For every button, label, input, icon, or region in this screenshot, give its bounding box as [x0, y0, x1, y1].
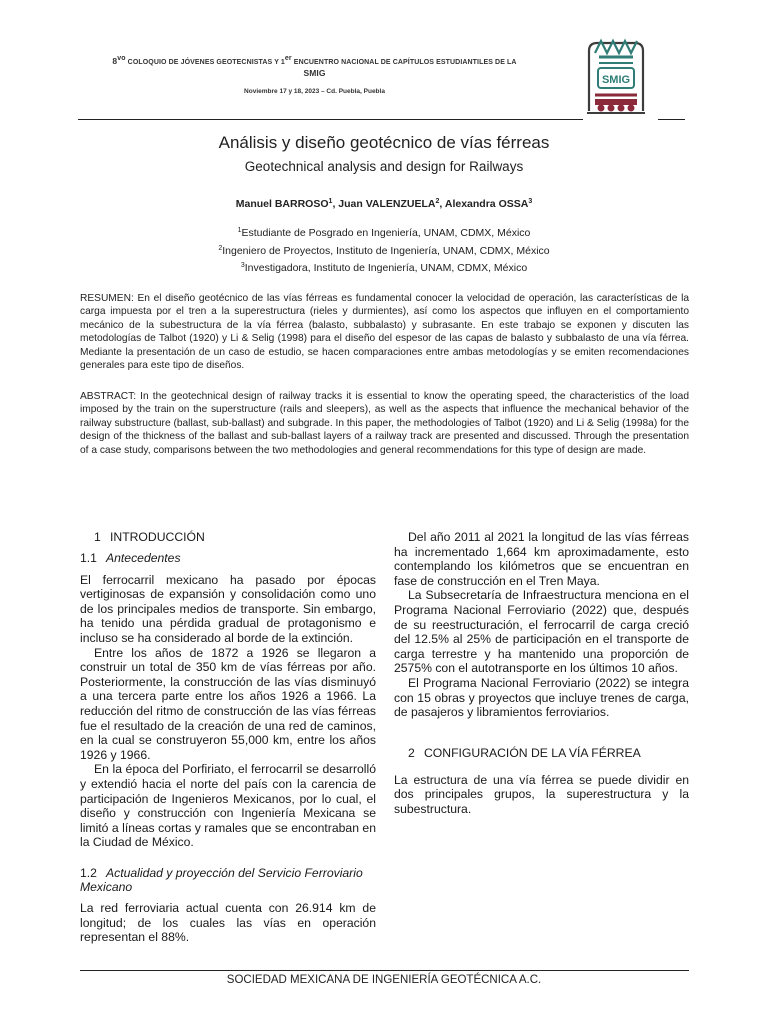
abstract-paragraph: ABSTRACT: In the geotechnical design of railway tracks it is essential to know the operating speed, the characteristics of the load imposed by the train on the superstructure (rails and sleepers), as well as the aspects that influence the mechanical behavior of the railway substructure (ballast, sub-ballast) and subgrade. In this paper, the methodologies of Talbot (1920) and Li & Selig (1998a) for the design of the thickness of the ballast and sub-ballast layers of a railway track are presented and discussed. Through the presentation of a case study, comparisons between the two methodologies and general recommendations for this type of design are made. — [80, 391, 689, 456]
affiliation-text: Estudiante de Posgrado en Ingeniería, UNAM, CDMX, México — [241, 227, 531, 239]
paper-subtitle: Geotechnical analysis and design for Railways — [244, 159, 524, 174]
author-name: Alexandra OSSA — [444, 198, 529, 210]
footer-rule — [80, 970, 689, 971]
affiliation-3 — [0, 262, 768, 274]
body-paragraph: En la época del Porfiriato, el ferrocarril se desarrolló y extendió hacia el norte del país con la carencia de participación de Ingenieros Mexicanos, por lo cual, el diseño y construcción con Ingeniería Mexicana se limitó a líneas cortas y ramales que se encontraban en la Ciudad de México. — [80, 762, 376, 850]
author-3 — [445, 198, 532, 210]
body-paragraph: La estructura de una vía férrea se puede dividir en dos principales grupos, la superestructura y la subestructura. — [394, 772, 689, 816]
subsection-heading-1-2 — [80, 866, 376, 895]
body-paragraph: El Programa Nacional Ferroviario (2022) se integra con 15 obras y proyectos que incluye trenes de carga, de pasajeros y libramientos ferroviarios. — [394, 675, 689, 720]
paper-title: Análisis y diseño geotécnico de vías férreas — [218, 133, 550, 152]
conference-lead-sup: vo — [117, 55, 126, 62]
section-title: CONFIGURACIÓN DE LA VÍA FÉRREA — [424, 745, 641, 760]
right-column — [394, 530, 689, 817]
body-paragraph: Del año 2011 al 2021 la longitud de las vías férreas ha incrementado 1,664 km aproximadamente, esto contemplando los kilómetros que se encuentran en fase de construcción en el Tren Maya. — [394, 530, 689, 588]
section-number: 1 — [94, 530, 101, 544]
section-title: INTRODUCCIÓN — [110, 530, 205, 544]
footer-society: SOCIEDAD MEXICANA DE INGENIERÍA GEOTÉCNICA A.C. — [226, 974, 542, 986]
header-rule — [78, 119, 583, 120]
section-number: 2 — [408, 745, 415, 760]
body-paragraph: La Subsecretaría de Infraestructura menciona en el Programa Nacional Ferroviario (2022) que, después de su reestructuración, el ferrocarril de carga creció del 12.5% al 25% de participación en el transporte de carga terrestre y ha mantenido una proporción de 2575% con el autotransporte en los últimos 10 años. — [394, 588, 689, 676]
conference-part-c: SMIG — [303, 68, 326, 78]
affiliation-text: Ingeniero de Proyectos, Instituto de Ingeniería, UNAM, CDMX, México — [222, 245, 550, 257]
section-heading-1 — [94, 530, 376, 545]
resumen-paragraph: RESUMEN: En el diseño geotécnico de las vías férreas es fundamental conocer la velocidad de operación, las características de la carga impuesta por el tren a la superestructura (rieles y durmientes), así como los aspectos que influyen en el comportamiento mecánico de la subestructura de la vía férrea (balasto, subbalasto) y subrasante. En este trabajo se exponen y discuten las metodologías de Talbot (1920) y Li & Selig (1998) para el diseño del espesor de las capas de balasto y subbalasto de una vía férrea. Mediante la presentación de un caso de estudio, se hacen comparaciones entre ambas metodologías y se emiten recomendaciones generales para este tipo de diseños. — [80, 293, 689, 372]
author-1 — [236, 198, 339, 210]
author-sep: , — [332, 198, 339, 210]
conference-part-a-sup: er — [284, 55, 292, 62]
subsection-title: Antecedentes — [106, 551, 181, 565]
affiliation-1 — [0, 227, 768, 239]
affiliation-text: Investigadora, Instituto de Ingeniería, UNAM, CDMX, México — [244, 262, 528, 274]
affiliation-mark: 2 — [218, 245, 223, 252]
conference-part-a: COLOQUIO DE JÓVENES GEOTECNISTAS Y 1 — [125, 59, 285, 66]
subsection-title: Actualidad y proyección del Servicio Ferroviario Mexicano — [80, 865, 363, 895]
author-sep: , — [439, 198, 445, 210]
conference-title — [82, 56, 547, 79]
affiliation-mark: 1 — [237, 227, 242, 234]
author-list — [0, 198, 768, 210]
section-heading-2 — [408, 746, 689, 761]
smig-logo — [587, 33, 645, 115]
body-paragraph: La red ferroviaria actual cuenta con 26.914 km de longitud; de los cuales las vías en operación representan el 88%. — [80, 901, 376, 945]
subsection-heading-1-1 — [80, 551, 376, 566]
affiliation-2 — [0, 245, 768, 257]
author-mark: 2 — [435, 198, 440, 205]
subsection-number: 1.1 — [80, 551, 97, 565]
header-rule-right — [658, 119, 685, 120]
conference-date: Noviembre 17 y 18, 2023 – Cd. Puebla, Puebla — [244, 88, 385, 95]
author-mark: 3 — [528, 198, 533, 205]
author-2 — [338, 198, 445, 210]
affiliation-mark: 3 — [240, 262, 245, 269]
author-name: Juan VALENZUELA — [338, 198, 436, 210]
logo-text: SMIG — [601, 74, 631, 86]
body-paragraph: El ferrocarril mexicano ha pasado por épocas vertiginosas de expansión y consolidación como uno de los principales medios de transporte. Sin embargo, ha tenido una pérdida gradual de protagonismo e incluso se ha considerado al borde de la extinción. — [80, 572, 376, 645]
body-paragraph: Entre los años de 1872 a 1926 se llegaron a construir un total de 350 km de vías férreas por año. Posteriormente, la construcción de las vías disminuyó a una tercera parte entre los años 1926 a 1966. La reducción del ritmo de construcción de las vías férreas fue el resultado de la creación de una red de caminos, en la cual se construyeron 55,000 km, entre los años 1926 y 1966. — [80, 645, 376, 762]
author-name: Manuel BARROSO — [235, 198, 329, 210]
left-column — [80, 530, 376, 945]
author-mark: 1 — [328, 198, 333, 205]
subsection-number: 1.2 — [80, 865, 97, 880]
conference-lead: 8 — [112, 56, 118, 66]
conference-part-b: ENCUENTRO NACIONAL DE CAPÍTULOS ESTUDIANTILES DE LA — [291, 59, 517, 66]
